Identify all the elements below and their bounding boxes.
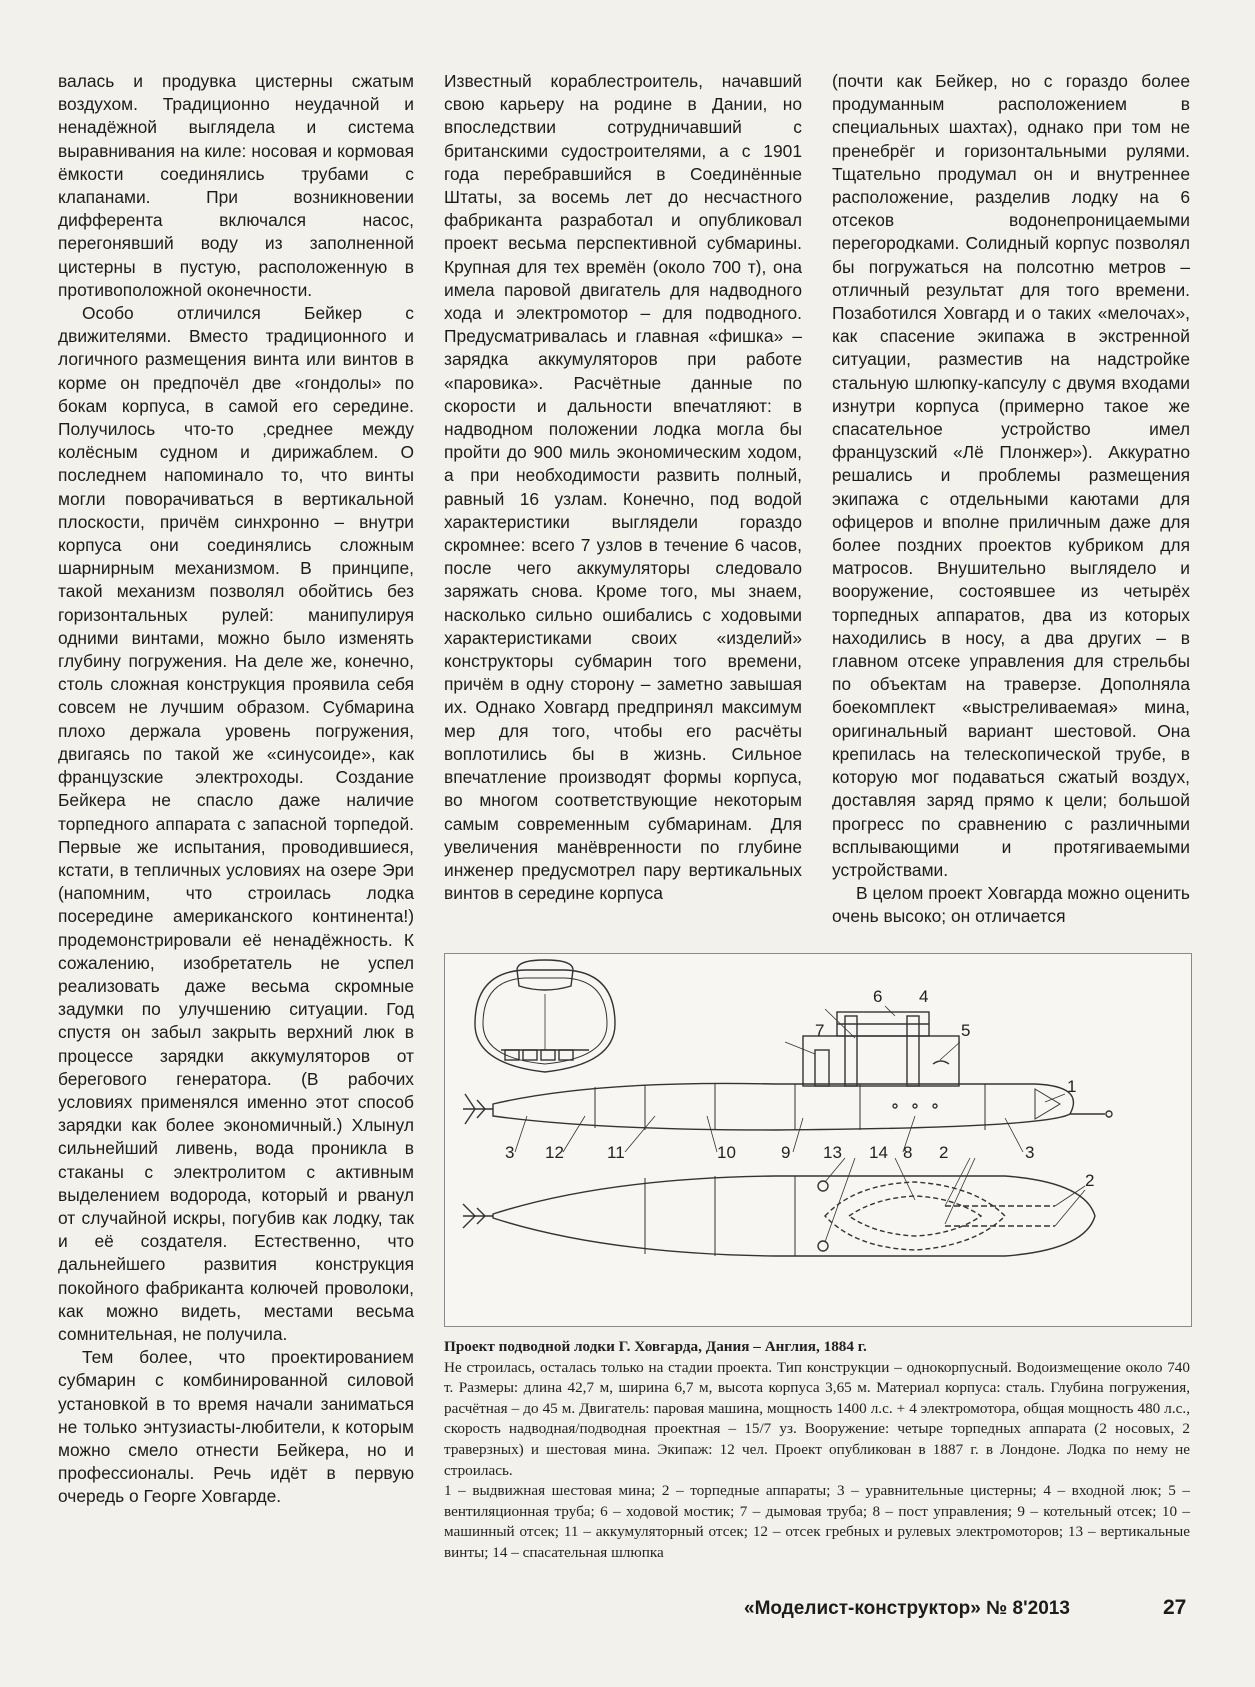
caption-body: Не строилась, осталась только на стадии проекта. Тип конструкции – однокорпусный. Водоизмещение около 740 т. Размеры: длина 42,7 м, ширина 6,7 м, высота корпуса 3,65 м. Материал корпуса: сталь. Глубина погружения, расчётная – до 45 м. Двигатель: паровая машина, мощность 1400 л.с. + 4 электромотора, общая мощность 480 л.с., скорость надводная/подводная проектная – 15/7 уз. Вооружение: четыре торпедных аппарата (2 носовых, 2 траверзных) и шестовая мина. Экипаж: 12 чел. Проект опубликован в 1887 г. в Лондоне. Лодка по нему не строилась. (444, 1358, 1190, 1479)
magazine-footer: «Моделист-конструктор» № 8'2013 (744, 1598, 1070, 1619)
paragraph: В целом проект Ховгарда можно оценить очень высоко; он отличается (832, 883, 1190, 927)
label-14: 14 (869, 1143, 888, 1162)
paragraph: Известный кораблестроитель, начавший свою карьеру на родине в Дании, но впоследствии сотрудничавший с британскими судостроителями, а с 1901 года перебравшийся в Соединённые Штаты, за восемь лет до несчастного фабриканта разработал и опубликовал проект весьма перспективной субмарины. Крупная для тех времён (около 700 т), она имела паровой двигатель для надводного хода и электромотор – для подводного. Предусматривалась и главная «фишка» – зарядка аккумуляторов при работе «паровика». Расчётные данные по скорости и дальности впечатляют: в надводном положении лодка могла бы пройти до 900 миль экономическим ходом, а при необходимости развить полный, равный 16 узлам. Конечно, под водой характеристики выглядели гораздо скромнее: всего 7 узлов в течение 6 часов, после чего аккумуляторы следовало заряжать снова. Кроме того, мы знаем, насколько сильно ошибались с ходовыми характеристиками своих «изделий» конструкторы субмарин того времени, причём в одну сторону – заметно завышая их. Однако Ховгард предпринял максимум мер для того, чтобы его расчёты воплотились бы в жизнь. Сильное впечатление производят формы корпуса, во многом соответствующие некоторым самым современным субмаринам. Для увеличения манёвренности по глубине инженер предусмотрел пару вертикальных винтов в середине корпуса (444, 71, 802, 904)
caption-title: Проект подводной лодки Г. Ховгарда, Дания – Англия, 1884 г. (444, 1338, 867, 1355)
label-2-bow: 2 (939, 1143, 949, 1162)
page-number: 27 (1163, 1596, 1187, 1619)
figure-caption (444, 1337, 1190, 1564)
plan-view (463, 1158, 1095, 1256)
paragraph: Тем более, что проектированием субмарин с комбинированной силовой установкой в то время начали заниматься не только энтузиасты-любители, к которым можно смело отнести Бейкера, но и профессионалы. Речь идёт в первую очередь о Георге Ховгарде. (58, 1347, 414, 1507)
label-10: 10 (717, 1143, 736, 1162)
label-7: 7 (815, 1021, 825, 1040)
label-9: 9 (781, 1143, 791, 1162)
paragraph: Особо отличился Бейкер с движителями. Вместо традиционного и логичного размещения винта или винтов в корме он предпочёл две «гондолы» по бокам корпуса, в самой его середине. Получилось что-то ‚среднее между колёсным судном и дирижаблем. О последнем напоминало то, что винты могли поворачиваться в вертикальной плоскости, причём синхронно – внутри корпуса они соединялись сложным шарнирным механизмом. В принципе, такой механизм позволял обойтись без горизонтальных рулей: манипулируя одними винтами, можно было изменять глубину погружения. На деле же, конечно, столь сложная конструкция проявила себя совсем не лучшим образом. Субмарина плохо держала уровень погружения, двигаясь по такой же «синусоиде», как французские электроходы. Создание Бейкера не спасло даже наличие торпедного аппарата с запасной торпедой. Первые же испытания, проводившиеся, кстати, в тепличных условиях на озере Эри (напомним, что строилась лодка посередине американского континента!) продемонстрировали её ненадёжность. К сожалению, изобретатель не успел реализовать даже весьма скромные задумки по улучшению ситуации. Год спустя он забыл закрыть верхний люк в процессе зарядки аккумуляторов от берегового генератора. (В рабочих условиях применялся именно этот способ зарядки как более экономичный.) Хлынул сильнейший ливень, вода проникла в стаканы с электролитом с активным выделением водорода, который и рванул от случайной искры, погубив как лодку, так и её создателя. Естественно, что дальнейшего развития конструкция покойного фабриканта колючей проволоки, как можно видеть, местами весьма сомнительная, не получила. (58, 303, 414, 1344)
label-12: 12 (545, 1143, 564, 1162)
submarine-drawing (444, 953, 1192, 1327)
label-13: 13 (823, 1143, 842, 1162)
text-column-3 (832, 70, 1190, 929)
label-5: 5 (961, 1021, 971, 1040)
side-view (463, 1006, 1112, 1152)
text-column-2 (444, 70, 802, 905)
label-11: 11 (607, 1143, 625, 1162)
label-4: 4 (919, 987, 929, 1006)
text-column-1 (58, 70, 414, 1509)
label-6: 6 (873, 987, 883, 1006)
paragraph: (почти как Бейкер, но с гораздо более продуманным расположением в специальных шахтах), однако при том не пренебрёг и горизонтальными рулями. Тщательно продумал он и внутреннее расположение, разделив лодку на 6 отсеков водонепроницаемыми перегородками. Солидный корпус позволял бы погружаться на полсотню метров – отличный результат для того времени. Позаботился Ховгард и о таких «мелочах», как спасение экипажа в экстренной ситуации, разместив на надстройке стальную шлюпку-капсулу с двумя входами изнутри корпуса (примерно такое же спасательное устройство имел французский «Лё Плонжер»). Аккуратно решались и проблемы размещения экипажа с отдельными каютами для офицеров и вполне приличным даже для более поздних проектов кубриком для матросов. Внушительно выглядело и вооружение, состоявшее из четырёх торпедных аппаратов, два из которых находились в носу, а два других – в главном отсеке управления для стрельбы по объектам на траверзе. Дополняла боекомплект «выстреливаемая» мина, оригинальный вариант шестовой. Она крепилась на телескопической трубе, в которую мог подаваться сжатый воздух, доставляя заряд прямо к цели; большой прогресс по сравнению с различными всплывающими и протягиваемыми устройствами. (832, 71, 1190, 880)
caption-legend: 1 – выдвижная шестовая мина; 2 – торпедные аппараты; 3 – уравнительные цистерны; 4 – входной люк; 5 – вентиляционная труба; 6 – ходовой мостик; 7 – дымовая труба; 8 – пост управления; 9 – котельный отсек; 10 – машинный отсек; 11 – аккумуляторный отсек; 12 – отсек гребных и рулевых электромоторов; 13 – вертикальные винты; 14 – спасательная шлюпка (444, 1482, 1190, 1561)
label-3-bow: 3 (1025, 1143, 1035, 1162)
paragraph: валась и продувка цистерны сжатым воздухом. Традиционно неудачной и ненадёжной выглядела и система выравнивания на киле: носовая и кормовая ёмкости соединялись трубами с клапанами. При возникновении дифферента включался насос, перегонявший воду из заполненной цистерны в пустую, расположенную в противоположной оконечности. (58, 71, 414, 300)
label-1: 1 (1067, 1077, 1077, 1096)
label-2-beam: 2 (1085, 1171, 1095, 1190)
label-8: 8 (903, 1143, 913, 1162)
cross-section-view (475, 960, 615, 1072)
submarine-drawing-svg (445, 954, 1191, 1326)
label-3-stern: 3 (505, 1143, 515, 1162)
